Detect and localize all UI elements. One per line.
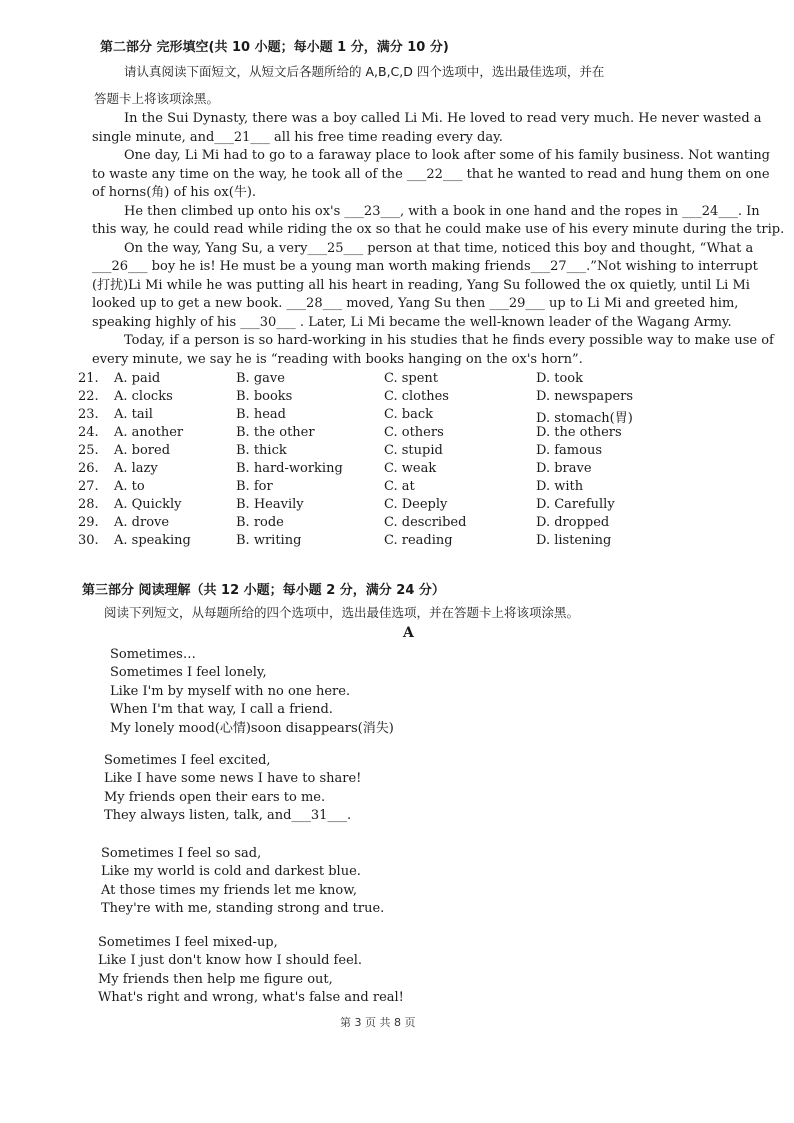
option-c[interactable]: C. stupid [384, 443, 443, 458]
passage-line: this way, he could read while riding the ox so that he could make use of his every minute during the trip. [92, 222, 785, 237]
poem-line: Like I have some news I have to share! [104, 771, 362, 787]
option-a[interactable]: A. tail [114, 407, 153, 422]
section-label: A [403, 625, 414, 641]
option-a[interactable]: A. to [114, 479, 145, 494]
passage-line: Today, if a person is so hard-working in his studies that he finds every possible way to make use of [124, 333, 774, 348]
poem-line: At those times my friends let me know, [101, 882, 357, 898]
question-number: 25. [78, 443, 99, 458]
option-row [78, 479, 718, 497]
option-a[interactable]: A. clocks [114, 389, 173, 404]
option-d[interactable]: D. with [536, 479, 584, 494]
option-d[interactable]: D. famous [536, 443, 602, 458]
option-d[interactable]: D. listening [536, 533, 612, 548]
option-d[interactable]: D. newspapers [536, 389, 634, 404]
option-b[interactable]: B. head [236, 407, 286, 422]
option-row [78, 461, 718, 479]
page-number: 第 3 页 共 8 页 [340, 1016, 416, 1029]
question-number: 21. [78, 371, 99, 386]
part2-heading: 第二部分 完形填空(共 10 小题；每小题 1 分，满分 10 分) [100, 40, 449, 55]
option-row [78, 515, 718, 533]
poem-line: Sometimes I feel mixed-up, [98, 935, 278, 950]
part3-instruction: 阅读下列短文，从每题所给的四个选项中，选出最佳选项，并在答题卡上将该项涂黑。 [104, 605, 580, 620]
poem-line: My friends then help me figure out, [98, 971, 333, 987]
option-b[interactable]: B. the other [236, 425, 315, 440]
option-row [78, 407, 718, 425]
option-c[interactable]: C. weak [384, 461, 437, 476]
question-number: 23. [78, 407, 99, 422]
question-number: 29. [78, 515, 99, 530]
option-c[interactable]: C. spent [384, 371, 439, 386]
part2-instruction-line2: 答题卡上将该项涂黑。 [94, 91, 220, 106]
cloze-passage [92, 110, 785, 369]
poem-line: Sometimes I feel so sad, [101, 846, 262, 861]
option-d[interactable]: D. Carefully [536, 497, 615, 512]
option-b[interactable]: B. writing [236, 533, 302, 548]
option-c[interactable]: C. clothes [384, 389, 449, 404]
poem-stanza [110, 646, 394, 738]
passage-line: One day, Li Mi had to go to a faraway place to look after some of his family business. Not wanting [124, 148, 771, 163]
poem-line: What's right and wrong, what's false and real! [98, 990, 404, 1006]
passage-line: of horns(角) of his ox(牛). [92, 185, 257, 200]
poem-line: Like my world is cold and darkest blue. [101, 864, 361, 880]
option-row [78, 533, 718, 551]
poem-line: My lonely mood(心情)soon disappears(消失) [110, 720, 394, 736]
question-number: 26. [78, 461, 99, 476]
option-d[interactable]: D. stomach(胃) [536, 411, 633, 426]
part2-instruction-line1: 请认真阅读下面短文，从短文后各题所给的 A,B,C,D 四个选项中，选出最佳选项，并在 [124, 64, 605, 79]
passage-line: speaking highly of his ___30___ . Later, Li Mi became the well-known leader of the Wagang Army. [92, 314, 732, 330]
option-a[interactable]: A. another [114, 425, 184, 440]
option-c[interactable]: C. at [384, 479, 415, 494]
passage-line: (打扰)Li Mi while he was putting all his heart in reading, Yang Su followed the ox quietly, until Li Mi [92, 277, 750, 293]
option-a[interactable]: A. drove [114, 515, 170, 530]
option-a[interactable]: A. speaking [114, 533, 191, 548]
option-d[interactable]: D. brave [536, 461, 592, 476]
poem-stanza [104, 752, 361, 826]
option-c[interactable]: C. others [384, 425, 444, 440]
poem-line: Sometimes I feel lonely, [110, 665, 267, 681]
poem-stanza [98, 934, 404, 1008]
option-b[interactable]: B. hard-working [236, 461, 343, 476]
option-row [78, 425, 718, 443]
option-c[interactable]: C. Deeply [384, 497, 448, 512]
option-row [78, 443, 718, 461]
question-number: 24. [78, 425, 99, 440]
poem-line: They're with me, standing strong and true. [101, 901, 385, 917]
question-number: 30. [78, 533, 99, 548]
option-d[interactable]: D. dropped [536, 515, 610, 530]
option-b[interactable]: B. gave [236, 371, 285, 386]
poem-line: Sometimes… [110, 647, 196, 662]
part3-heading: 第三部分 阅读理解（共 12 小题；每小题 2 分，满分 24 分） [82, 583, 445, 598]
option-row [78, 497, 718, 515]
passage-line: to waste any time on the way, he took all of the ___22___ that he wanted to read and hung them on one [92, 166, 770, 182]
option-c[interactable]: C. back [384, 407, 433, 422]
passage-line: In the Sui Dynasty, there was a boy called Li Mi. He loved to read very much. He never wasted a [124, 111, 762, 126]
option-b[interactable]: B. rode [236, 515, 284, 530]
poem-line: Sometimes I feel excited, [104, 753, 271, 768]
option-b[interactable]: B. Heavily [236, 497, 304, 512]
poem-line: Like I'm by myself with no one here. [110, 683, 351, 699]
poem-line: When I'm that way, I call a friend. [110, 702, 333, 718]
passage-line: single minute, and___21___ all his free time reading every day. [92, 129, 503, 145]
option-c[interactable]: C. described [384, 515, 467, 530]
option-d[interactable]: D. the others [536, 425, 622, 440]
option-d[interactable]: D. took [536, 371, 583, 386]
poem-line: They always listen, talk, and___31___. [104, 808, 352, 824]
poem-stanza [101, 845, 384, 919]
option-row [78, 371, 718, 389]
passage-line: He then climbed up onto his ox's ___23___, with a book in one hand and the ropes in ___24___. In [124, 203, 760, 219]
option-b[interactable]: B. thick [236, 443, 287, 458]
passage-line: On the way, Yang Su, a very___25___ person at that time, noticed this boy and thought, “What a [124, 240, 754, 256]
option-c[interactable]: C. reading [384, 533, 453, 548]
question-number: 22. [78, 389, 99, 404]
option-a[interactable]: A. lazy [114, 461, 158, 476]
option-b[interactable]: B. for [236, 479, 273, 494]
passage-line: looked up to get a new book. ___28___ moved, Yang Su then ___29___ up to Li Mi and greeted him, [92, 296, 739, 311]
option-a[interactable]: A. Quickly [114, 497, 182, 512]
option-a[interactable]: A. bored [114, 443, 171, 458]
passage-line: every minute, we say he is “reading with books hanging on the ox's horn”. [92, 351, 583, 367]
option-b[interactable]: B. books [236, 389, 293, 404]
poem-line: My friends open their ears to me. [104, 789, 326, 805]
poem-line: Like I just don't know how I should feel. [98, 953, 363, 969]
option-a[interactable]: A. paid [114, 371, 161, 386]
passage-line: ___26___ boy he is! He must be a young man worth making friends___27___.”Not wishing to interrupt [92, 259, 758, 274]
question-number: 27. [78, 479, 99, 494]
option-row [78, 389, 718, 407]
question-number: 28. [78, 497, 99, 512]
